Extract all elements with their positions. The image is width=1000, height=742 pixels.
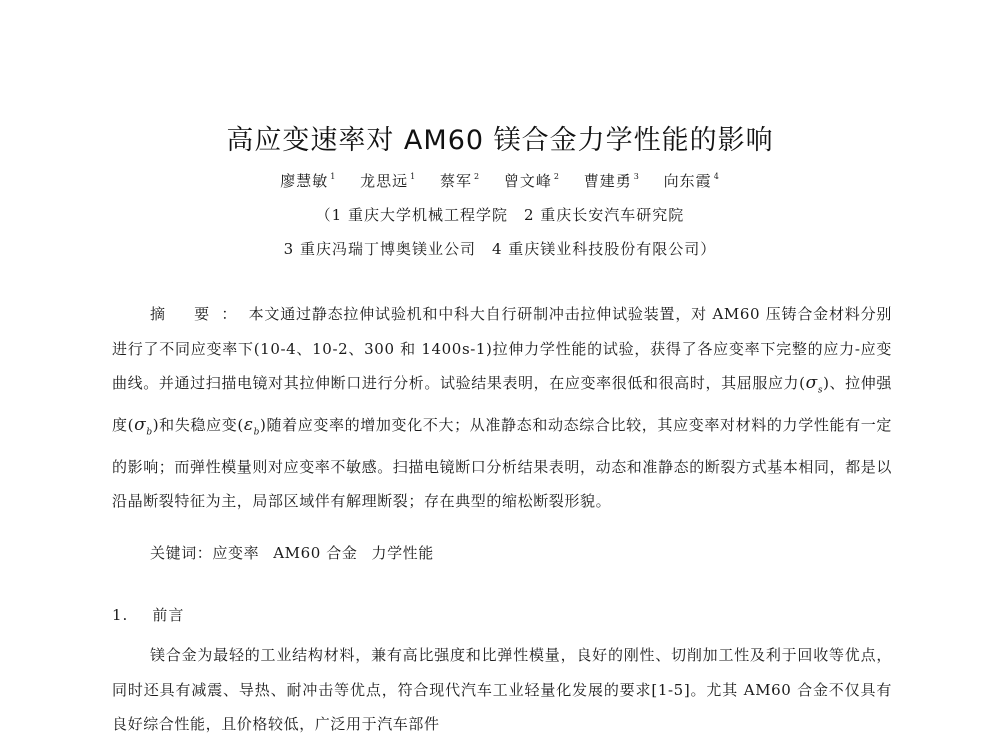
author: 向东霞 $^4$ xyxy=(663,172,720,190)
intro-paragraph: 镁合金为最轻的工业结构材料，兼有高比强度和比弹性模量，良好的刚性、切削加工性及利于回收等优点，同时还具有减震、导热、耐冲击等优点，符合现代汽车工业轻量化发展的要求[1-5]。尤其 AM60 合金不仅具有良好综合性能，且价格较低，广泛用于汽车部件 xyxy=(112,646,892,733)
abstract-label: 摘 要： xyxy=(150,305,249,323)
paper-title: 高应变速率对 AM60 镁合金力学性能的影响 xyxy=(226,125,774,156)
section-title: 前言 xyxy=(152,606,185,624)
author: 曹建勇 $^3$ xyxy=(583,172,640,190)
section-number: 1. xyxy=(112,606,129,624)
tensile-strength-symbol: $\sigma_b$ xyxy=(134,414,153,438)
instability-strain-symbol: $\varepsilon_b$ xyxy=(243,414,260,438)
section-heading xyxy=(112,604,184,625)
keyword: AM60 合金 xyxy=(273,544,358,562)
affiliation-line-2: 3 重庆冯瑞丁博奥镁业公司 4 重庆镁业科技股份有限公司） xyxy=(283,240,717,258)
keywords-line xyxy=(150,536,890,571)
author: 蔡军 $^2$ xyxy=(440,172,481,190)
keyword: 应变率 xyxy=(212,544,260,562)
affiliation-line-1: （1 重庆大学机械工程学院 2 重庆长安汽车研究院 xyxy=(315,206,685,224)
keywords-label: 关键词： xyxy=(150,544,213,562)
author: 廖慧敏 $^1$ xyxy=(280,172,337,190)
yield-stress-symbol: $\sigma_s$ xyxy=(805,373,824,396)
author: 曾文峰 $^2$ xyxy=(503,172,560,190)
author-list xyxy=(0,170,1000,191)
keyword: 力学性能 xyxy=(371,544,434,562)
abstract-paragraph: 摘 要：本文通过静态拉伸试验机和中科大自行研制冲击拉伸试验装置，对 AM60 压铸合金材料分别进行了不同应变率下(10-4、10-2、300 和 1400s-1)拉伸力学性能的试验，获得了各应变率下完整的应力-应变曲线。并通过扫描电镜对其拉伸断口进行分析。试验结果表明，在应变率很低和很高时，其屈服应力$(\sigma_s)$、拉伸强度$(\sigma_b)$和失稳应变$(\varepsilon_b)$随着应变率的增加变化不大；从准静态和动态综合比较，其应变率对材料的力学性能有一定的影响；而弹性模量则对应变率不敏感。扫描电镜断口分析结果表明，动态和准静态的断裂方式基本相同，都是以沿晶断裂特征为主，局部区域伴有解理断裂；存在典型的缩松断裂形貌。 xyxy=(112,305,893,511)
author: 龙思远 $^1$ xyxy=(360,172,417,190)
